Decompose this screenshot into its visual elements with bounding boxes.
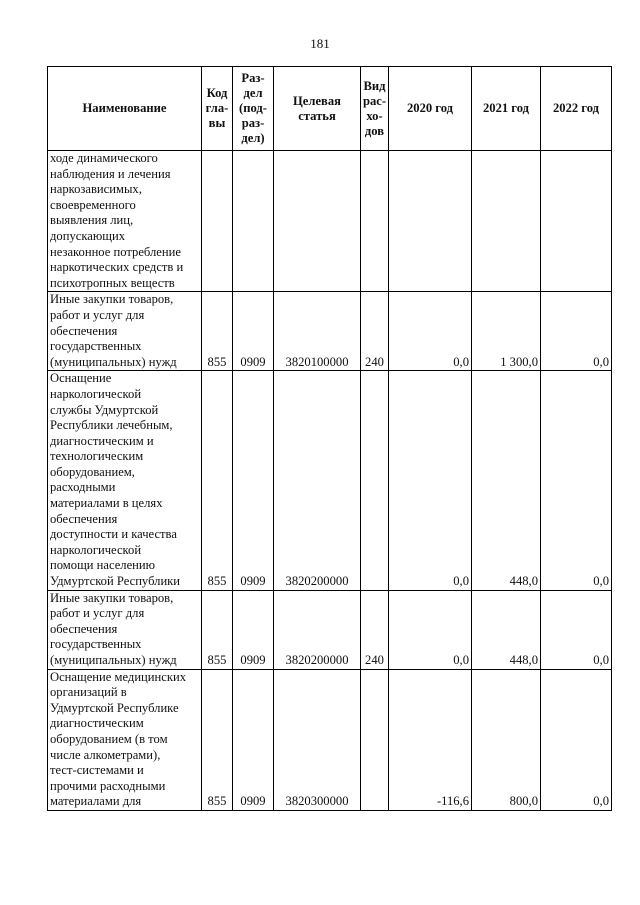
row-name-line: материалами в целях <box>50 496 163 511</box>
row-name-line: своевременного <box>50 197 136 212</box>
row-target-article: 3820300000 <box>274 669 361 810</box>
row-code: 855 <box>202 669 233 810</box>
row-name-line: Удмуртской Республике <box>50 700 179 715</box>
row-name-line: Иные закупки товаров, <box>50 292 174 307</box>
row-section: 0909 <box>233 292 274 371</box>
row-name-line: Оснащение медицинских <box>50 669 187 684</box>
row-name-line: Республики лечебным, <box>50 418 173 433</box>
row-name-line: оборудованием (в том <box>50 731 168 746</box>
row-name-line: прочими расходными <box>50 778 166 793</box>
row-name-line: ходе динамического <box>50 151 158 165</box>
header-2021: 2021 год <box>472 67 541 151</box>
row-name-line: государственных <box>50 637 142 652</box>
row-name-line: наркозависимых, <box>50 182 142 197</box>
row-name <box>48 590 202 669</box>
row-section: 0909 <box>233 371 274 590</box>
header-section: Раз- дел (под- раз- дел) <box>233 67 274 151</box>
row-section: 0909 <box>233 590 274 669</box>
row-target-article: 3820100000 <box>274 292 361 371</box>
row-value-2022: 0,0 <box>541 669 612 810</box>
row-value-2022: 0,0 <box>541 590 612 669</box>
row-value-2020 <box>389 151 472 292</box>
row-code: 855 <box>202 292 233 371</box>
row-value-2021 <box>472 151 541 292</box>
row-value-2021: 448,0 <box>472 590 541 669</box>
row-value-2022: 0,0 <box>541 371 612 590</box>
table-row <box>48 590 612 669</box>
row-name-line: (муниципальных) нужд <box>50 653 177 667</box>
header-target: Целевая статья <box>274 67 361 151</box>
row-name-line: расходными <box>50 480 116 495</box>
row-name-line: наркотических средств и <box>50 260 184 275</box>
row-expense-type: 240 <box>361 292 389 371</box>
row-expense-type <box>361 151 389 292</box>
row-name-line: обеспечения <box>50 621 118 636</box>
header-2022: 2022 год <box>541 67 612 151</box>
page-number: 181 <box>310 36 330 51</box>
row-value-2021: 800,0 <box>472 669 541 810</box>
row-name-line: наблюдения и лечения <box>50 166 171 181</box>
row-code <box>202 151 233 292</box>
table-row <box>48 669 612 810</box>
row-value-2020: -116,6 <box>389 669 472 810</box>
row-name-line: диагностическим <box>50 716 144 731</box>
row-name-line: работ и услуг для <box>50 307 145 322</box>
row-name-line: допускающих <box>50 228 125 243</box>
row-name-line: числе алкометрами), <box>50 747 161 762</box>
row-name-line: наркологической <box>50 386 142 401</box>
table-body <box>48 151 612 811</box>
row-name-line: службы Удмуртской <box>50 402 159 417</box>
row-value-2021: 448,0 <box>472 371 541 590</box>
row-name-line: помощи населению <box>50 558 156 573</box>
row-name-line: оборудованием, <box>50 464 135 479</box>
row-name-line: работ и услуг для <box>50 606 145 621</box>
row-name-line: материалами для <box>50 794 142 809</box>
row-section <box>233 151 274 292</box>
row-expense-type: 240 <box>361 590 389 669</box>
row-value-2021: 1 300,0 <box>472 292 541 371</box>
row-value-2020: 0,0 <box>389 371 472 590</box>
header-name: Наименование <box>48 67 202 151</box>
row-name <box>48 151 202 292</box>
row-name-line: организаций в <box>50 685 127 700</box>
row-name-line: психотропных веществ <box>50 275 175 290</box>
row-name-line: государственных <box>50 339 142 354</box>
row-value-2020: 0,0 <box>389 292 472 371</box>
row-name <box>48 669 202 810</box>
row-name-line: наркологической <box>50 542 142 557</box>
row-expense-type <box>361 669 389 810</box>
row-name-line: обеспечения <box>50 323 118 338</box>
row-name-line: обеспечения <box>50 511 118 526</box>
header-2020: 2020 год <box>389 67 472 151</box>
row-target-article: 3820200000 <box>274 371 361 590</box>
header-row <box>48 67 612 151</box>
row-code: 855 <box>202 590 233 669</box>
row-name-line: незаконное потребление <box>50 244 181 259</box>
row-code: 855 <box>202 371 233 590</box>
row-name-line: выявления лиц, <box>50 213 134 228</box>
row-value-2022: 0,0 <box>541 292 612 371</box>
table-row <box>48 292 612 371</box>
row-value-2020: 0,0 <box>389 590 472 669</box>
table-row <box>48 151 612 292</box>
row-name <box>48 371 202 590</box>
row-section: 0909 <box>233 669 274 810</box>
row-value-2022 <box>541 151 612 292</box>
row-name-line: (муниципальных) нужд <box>50 354 177 369</box>
row-name-line: технологическим <box>50 449 144 464</box>
row-name-line: Оснащение <box>50 371 112 386</box>
row-target-article: 3820200000 <box>274 590 361 669</box>
row-target-article <box>274 151 361 292</box>
row-name-line: диагностическим и <box>50 433 154 448</box>
budget-table <box>47 66 612 811</box>
row-expense-type <box>361 371 389 590</box>
row-name-line: Иные закупки товаров, <box>50 590 174 605</box>
row-name-line: доступности и качества <box>50 527 177 542</box>
row-name-line: тест-системами и <box>50 763 144 778</box>
table-row <box>48 371 612 590</box>
header-code: Код гла- вы <box>202 67 233 151</box>
row-name-line: Удмуртской Республики <box>50 574 181 589</box>
row-name <box>48 292 202 371</box>
header-expense: Вид рас- хо- дов <box>361 67 389 151</box>
